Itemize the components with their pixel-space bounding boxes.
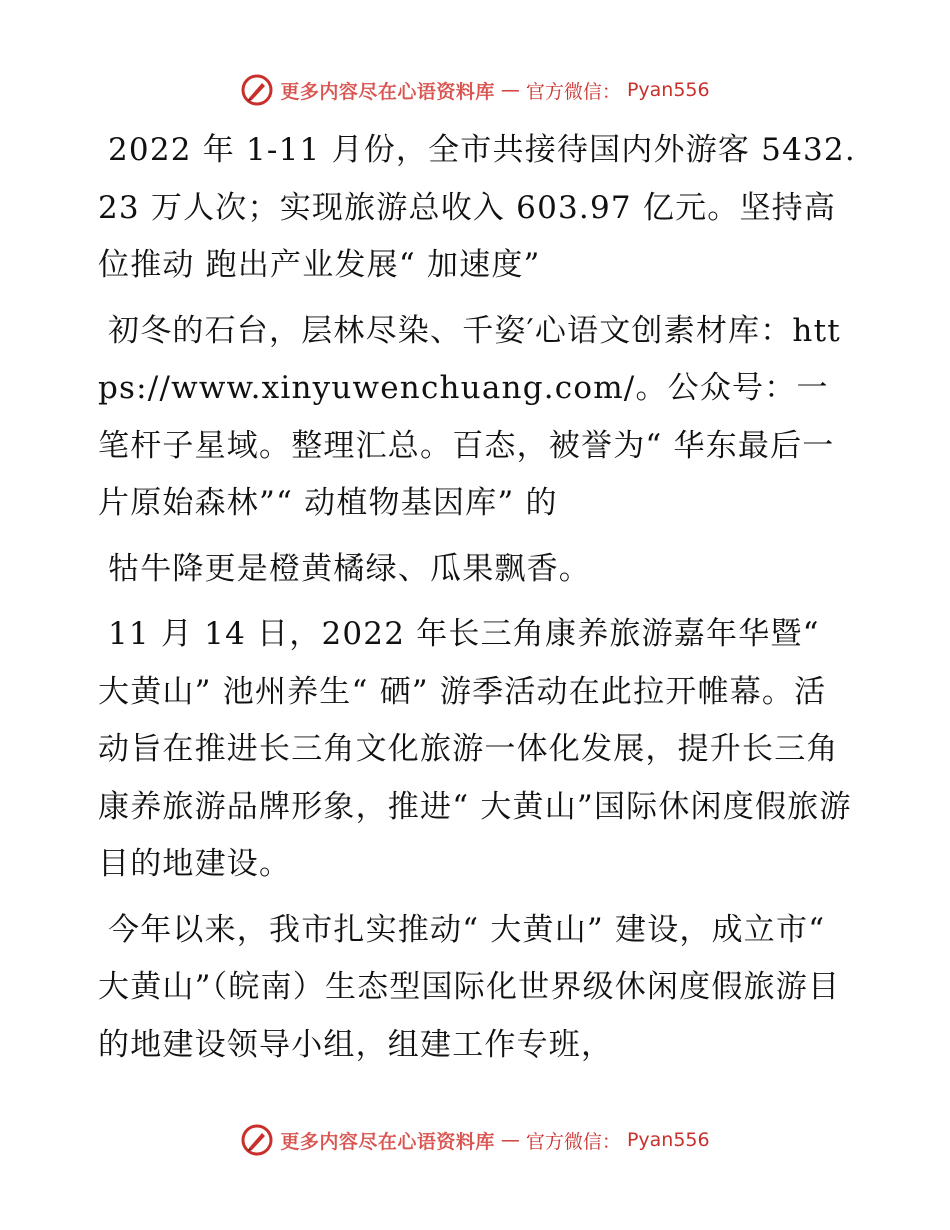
watermark-wechat-id: Pyan556: [626, 1129, 710, 1151]
watermark-wechat-label: 官方微信：: [525, 80, 621, 103]
watermark-brand-text: 更多内容尽在心语资料库: [280, 80, 495, 103]
footer-watermark: [0, 1120, 950, 1160]
document-body: [98, 122, 858, 1074]
pen-logo-icon: [240, 1123, 274, 1157]
paragraph-carnival: 11 月 14 日，2022 年长三角康养旅游嘉年华暨“ 大黄山” 池州养生“ 硒” 游季活动在此拉开帷幕。活动旨在推进长三角文化旅游一体化发展，提升长三角康养旅游品牌形象，推进“ 大黄山”国际休闲度假旅游目的地建设。: [98, 616, 852, 882]
paragraph-dahuangshan-construction: 今年以来，我市扎实推动“ 大黄山” 建设，成立市“ 大黄山”（皖南）生态型国际化世界级休闲度假旅游目的地建设领导小组，组建工作专班，: [98, 911, 841, 1063]
watermark-wechat-label: 官方微信：: [525, 1130, 621, 1153]
paragraph-guniujiang: 牯牛降更是橙黄橘绿、瓜果飘香。: [108, 550, 591, 587]
watermark-brand-text: 更多内容尽在心语资料库: [280, 1130, 495, 1153]
watermark-dash: —: [500, 1129, 520, 1151]
watermark-wechat-id: Pyan556: [626, 79, 710, 101]
paragraph-shitai-winter: 初冬的石台，层林尽染、千姿′心语文创素材库：https://www.xinyuwenchuang.com/。公众号：一笔杆子星域。整理汇总。百态，被誉为“ 华东最后一片原始森林”“ 动植物基因库” 的: [98, 312, 841, 521]
pen-logo-icon: [240, 73, 274, 107]
paragraph-visitor-stats: 2022 年 1-11 月份，全市共接待国内外游客 5432.23 万人次；实现旅游总收入 603.97 亿元。坚持高位推动 跑出产业发展“ 加速度”: [98, 132, 856, 283]
header-watermark: [0, 70, 950, 110]
watermark-dash: —: [500, 79, 520, 101]
